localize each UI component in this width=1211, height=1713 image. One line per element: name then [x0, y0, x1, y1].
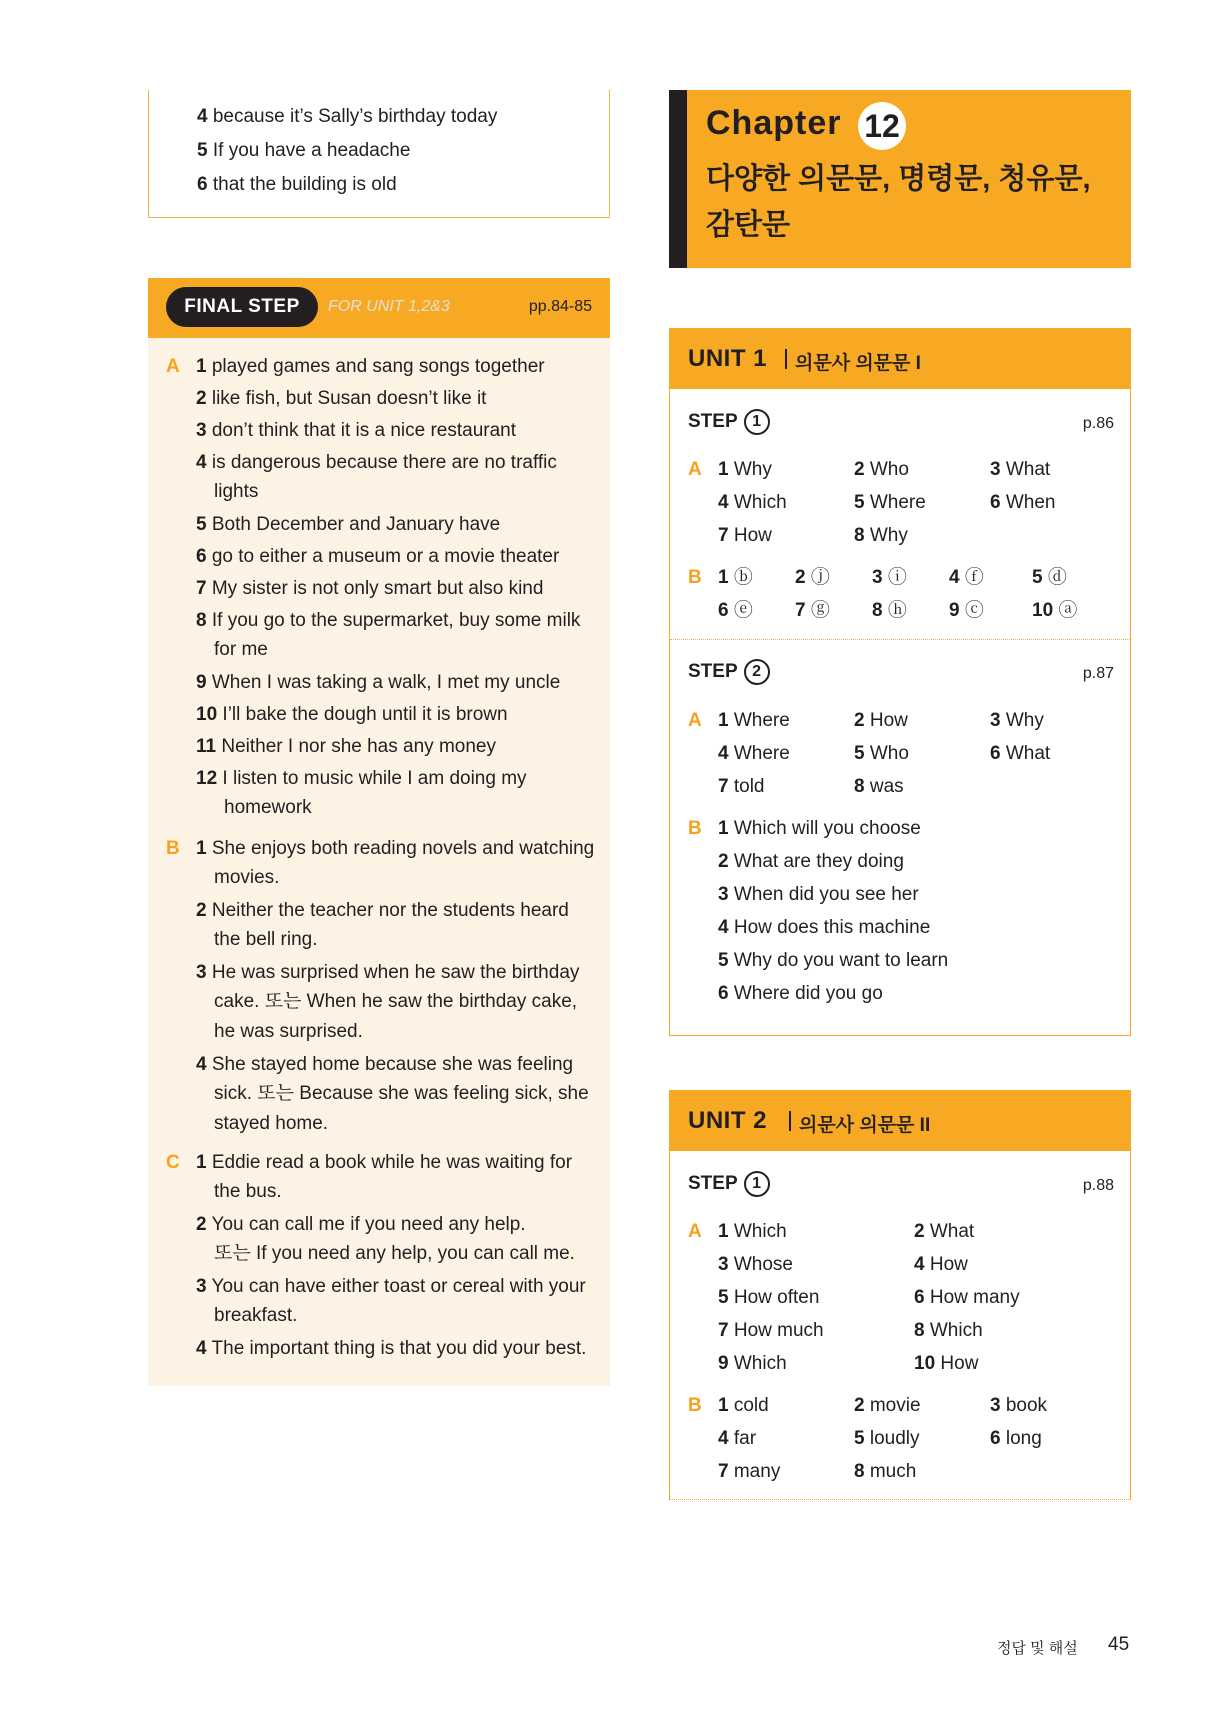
previous-answers-box [148, 90, 610, 218]
answer-item: 6 How many [914, 1287, 1020, 1308]
answer-item: 3 Why [990, 710, 1044, 731]
answer-item: 6 long [990, 1428, 1042, 1449]
list-item: 1 Eddie read a book while he was waiting for [196, 1152, 573, 1173]
divider [789, 1111, 791, 1131]
list-item: 2 like fish, but Susan doesn’t like it [196, 388, 487, 409]
list-item-continuation: breakfast. [214, 1305, 298, 1326]
unit-1-subtitle: 의문사 의문문 I [795, 353, 921, 374]
chapter-title: 다양한 의문문, 명령문, 청유문, 감탄문 [706, 163, 1091, 241]
step-1-heading: STEP 1 [688, 1171, 770, 1197]
list-item-continuation: cake. 또는 When he saw the birthday cake, [214, 991, 578, 1012]
list-item: 3 He was surprised when he saw the birthday [196, 962, 580, 983]
step-1-heading: STEP 1 [688, 409, 770, 435]
answer-item: 4 far [718, 1428, 757, 1449]
dotted-divider [670, 639, 1130, 640]
list-item: 8 If you go to the supermarket, buy some milk [196, 610, 581, 631]
section-label-a: A [166, 356, 180, 377]
list-item: 3 You can have either toast or cereal with your [196, 1276, 586, 1297]
list-item-continuation: he was surprised. [214, 1021, 363, 1042]
answer-item: 4 Where [718, 743, 790, 764]
list-item: 10 I’ll bake the dough until it is brown [196, 704, 508, 725]
answer-item: 6 When [990, 492, 1056, 513]
answer-item: 7 How much [718, 1320, 824, 1341]
section-label-c: C [166, 1152, 180, 1173]
list-item: 2 Neither the teacher nor the students heard [196, 900, 569, 921]
unit-1-name: UNIT 1 [688, 345, 768, 372]
list-item-continuation: sick. 또는 Because she was feeling sick, she [214, 1083, 589, 1104]
answer-item: 2 How [854, 710, 908, 731]
answer-item: 9 ⓒ [949, 600, 984, 621]
section-label-b: B [688, 818, 702, 839]
final-step-subtitle: FOR UNIT 1,2&3 [328, 298, 450, 315]
step-number-circle: 1 [744, 1171, 770, 1197]
list-item-continuation: lights [214, 481, 259, 502]
answer-item: 7 many [718, 1461, 781, 1482]
answer-item: 3 What [990, 459, 1051, 480]
list-item: 6 go to either a museum or a movie theater [196, 546, 560, 567]
final-step-header [148, 278, 610, 338]
answer-item: 9 Which [718, 1353, 787, 1374]
list-item: 3 don’t think that it is a nice restaurant [196, 420, 517, 441]
answer-item: 5 Who [854, 743, 909, 764]
final-step-badge: FINAL STEP [166, 287, 318, 327]
answer-item: 8 Which [914, 1320, 983, 1341]
step-number-circle: 2 [744, 659, 770, 685]
answer-item: 6 What [990, 743, 1051, 764]
section-label-b: B [166, 838, 180, 859]
answer-item: 10 ⓐ [1032, 600, 1078, 621]
chapter-number: 12 [858, 102, 906, 150]
answer-item: 10 How [914, 1353, 979, 1374]
unit-1-panel [669, 328, 1131, 1036]
answer-item: 3 ⓘ [872, 567, 907, 588]
answer-item: 5 ⓓ [1032, 567, 1067, 588]
answer-line: 5 If you have a headache [197, 140, 411, 161]
list-item: 5 Both December and January have [196, 514, 501, 535]
answer-item: 2 What are they doing [718, 851, 904, 872]
answer-item: 2 What [914, 1221, 975, 1242]
list-item-continuation: the bus. [214, 1181, 282, 1202]
list-item-continuation: the bell ring. [214, 929, 318, 950]
section-label-b: B [688, 1395, 702, 1416]
answer-item: 3 When did you see her [718, 884, 919, 905]
chapter-accent-bar [669, 90, 687, 268]
answer-item: 2 Who [854, 459, 909, 480]
page-reference: p.87 [1082, 665, 1114, 682]
divider [785, 349, 787, 369]
list-item: 1 played games and sang songs together [196, 356, 545, 377]
list-item: 9 When I was taking a walk, I met my uncle [196, 672, 561, 693]
list-item: 4 is dangerous because there are no traffic [196, 452, 557, 473]
step-number-circle: 1 [744, 409, 770, 435]
answer-line: 4 because it’s Sally’s birthday today [197, 106, 498, 127]
answer-item: 4 How [914, 1254, 968, 1275]
answer-item: 1 cold [718, 1395, 769, 1416]
section-label-b: B [688, 567, 702, 588]
answer-item: 4 Which [718, 492, 787, 513]
answer-item: 1 Why [718, 459, 772, 480]
answer-item: 1 Which [718, 1221, 787, 1242]
answer-item: 8 Why [854, 525, 908, 546]
answer-item: 6 ⓔ [718, 600, 753, 621]
unit-2-name: UNIT 2 [688, 1107, 768, 1134]
list-item-continuation: homework [224, 797, 312, 818]
answer-item: 1 Which will you choose [718, 818, 921, 839]
answer-item: 1 ⓑ [718, 567, 753, 588]
section-label-a: A [688, 710, 702, 731]
list-item-continuation: for me [214, 639, 268, 660]
section-label-a: A [688, 459, 702, 480]
list-item-continuation: 또는 If you need any help, you can call me. [214, 1243, 575, 1264]
answer-item: 5 Why do you want to learn [718, 950, 949, 971]
footer-label: 정답 및 해설 [997, 1640, 1078, 1657]
answer-item: 1 Where [718, 710, 790, 731]
answer-item: 4 How does this machine [718, 917, 931, 938]
answer-item: 3 book [990, 1395, 1048, 1416]
chapter-header [669, 90, 1131, 268]
answer-item: 2 movie [854, 1395, 921, 1416]
answer-item: 4 ⓕ [949, 567, 984, 588]
list-item: 4 The important thing is that you did your best. [196, 1338, 587, 1359]
unit-1-header [670, 329, 1130, 389]
answer-item: 5 How often [718, 1287, 820, 1308]
step-2-heading: STEP 2 [688, 659, 770, 685]
unit-2-subtitle: 의문사 의문문 II [799, 1115, 931, 1136]
answer-line: 6 that the building is old [197, 174, 397, 195]
answer-item: 5 loudly [854, 1428, 920, 1449]
list-item-continuation: movies. [214, 867, 280, 888]
page-reference: p.86 [1082, 415, 1114, 432]
answer-item: 6 Where did you go [718, 983, 883, 1004]
list-item: 2 You can call me if you need any help. [196, 1214, 526, 1235]
final-step-pages: pp.84-85 [528, 298, 592, 315]
answer-item: 2 ⓙ [795, 567, 830, 588]
answer-item: 7 told [718, 776, 765, 797]
answer-item: 3 Whose [718, 1254, 793, 1275]
list-item: 11 Neither I nor she has any money [196, 736, 496, 757]
answer-item: 8 much [854, 1461, 917, 1482]
list-item: 12 I listen to music while I am doing my [196, 768, 527, 789]
answer-item: 5 Where [854, 492, 926, 513]
answer-item: 7 How [718, 525, 772, 546]
answer-item: 8 ⓗ [872, 600, 907, 621]
unit-2-header [670, 1091, 1130, 1151]
page-reference: p.88 [1082, 1177, 1114, 1194]
page-number: 45 [1108, 1634, 1130, 1655]
list-item: 4 She stayed home because she was feeling [196, 1054, 574, 1075]
answer-item: 7 ⓖ [795, 600, 830, 621]
final-step-body [148, 338, 610, 1386]
list-item-continuation: stayed home. [214, 1113, 329, 1134]
answer-item: 8 was [854, 776, 904, 797]
unit-2-panel [669, 1090, 1131, 1500]
section-label-a: A [688, 1221, 702, 1242]
list-item: 7 My sister is not only smart but also kind [196, 578, 544, 599]
chapter-word: Chapter [706, 104, 842, 142]
list-item: 1 She enjoys both reading novels and watching [196, 838, 595, 859]
